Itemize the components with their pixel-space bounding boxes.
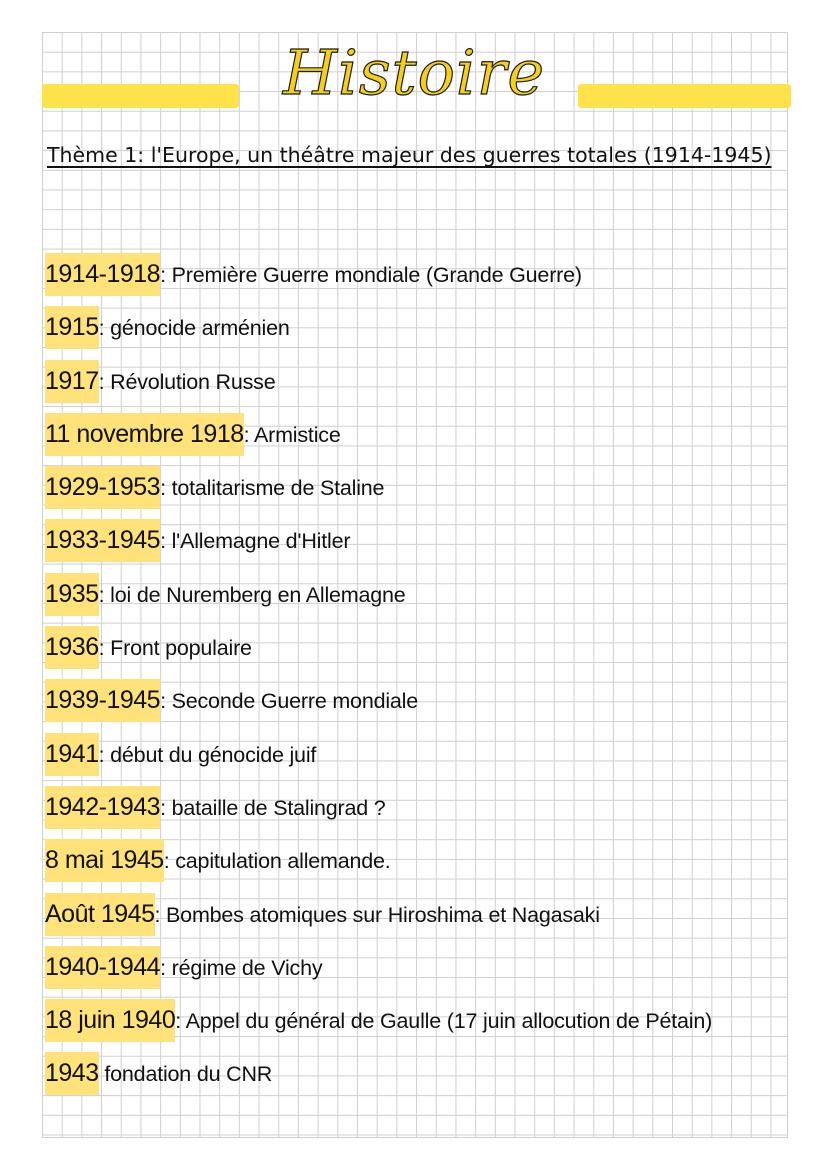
timeline-entry (45, 891, 785, 944)
entry-text: : Front populaire (98, 636, 252, 661)
entry-date: Août 1945 (45, 893, 155, 936)
page-title: Histoire (282, 36, 546, 109)
entry-text: : bataille de Stalingrad ? (160, 795, 386, 820)
timeline-entry (45, 731, 785, 784)
entry-text: : génocide arménien (98, 316, 290, 341)
entry-text: : Appel du général de Gaulle (17 juin allocution de Pétain) (175, 1009, 713, 1034)
entry-text: : capitulation allemande. (163, 849, 391, 874)
entry-date: 8 mai 1945 (45, 839, 164, 882)
entry-date: 1942-1943 (45, 786, 160, 829)
entry-date: 1936 (45, 626, 99, 669)
entry-date: 1935 (45, 573, 99, 616)
timeline-entry (45, 358, 785, 411)
entry-text: : l'Allemagne d'Hitler (160, 529, 351, 554)
timeline-entry (45, 997, 785, 1050)
timeline-entry (45, 304, 785, 357)
timeline-entry (45, 571, 785, 624)
entry-text: : régime de Vichy (160, 955, 323, 980)
entry-date: 1943 (45, 1052, 99, 1095)
timeline-entry (45, 1050, 785, 1103)
theme-heading: Thème 1: l'Europe, un théâtre majeur des guerres totales (1914-1945) (47, 143, 772, 167)
timeline-entry (45, 411, 785, 464)
entry-date: 1939-1945 (45, 679, 160, 722)
entry-date: 1929-1953 (45, 466, 160, 509)
entry-text: : Bombes atomiques sur Hiroshima et Nagasaki (154, 902, 600, 927)
entry-date: 18 juin 1940 (45, 999, 175, 1042)
entry-text: : Première Guerre mondiale (Grande Guerre) (160, 263, 582, 287)
timeline-list (45, 251, 785, 1104)
timeline-entry (45, 624, 785, 677)
entry-date: 1941 (45, 733, 99, 776)
timeline-entry (45, 517, 785, 570)
entry-text: : Armistice (243, 422, 341, 447)
entry-date: 11 novembre 1918 (45, 413, 244, 456)
entry-date: 1915 (45, 306, 99, 349)
timeline-entry (45, 677, 785, 730)
timeline-entry (45, 251, 785, 304)
timeline-entry (45, 784, 785, 837)
entry-date: 1933-1945 (45, 519, 160, 562)
entry-text: : Révolution Russe (98, 369, 276, 394)
timeline-entry (45, 837, 785, 890)
entry-text: : loi de Nuremberg en Allemagne (98, 582, 406, 607)
entry-date: 1914-1918 (45, 253, 160, 296)
entry-text: : totalitarisme de Staline (160, 476, 385, 501)
entry-date: 1940-1944 (45, 946, 160, 989)
entry-text: fondation du CNR (98, 1062, 273, 1087)
entry-text: : début du génocide juif (98, 742, 317, 767)
entry-text: : Seconde Guerre mondiale (160, 689, 418, 714)
timeline-entry (45, 944, 785, 997)
entry-date: 1917 (45, 360, 99, 403)
timeline-entry (45, 464, 785, 517)
